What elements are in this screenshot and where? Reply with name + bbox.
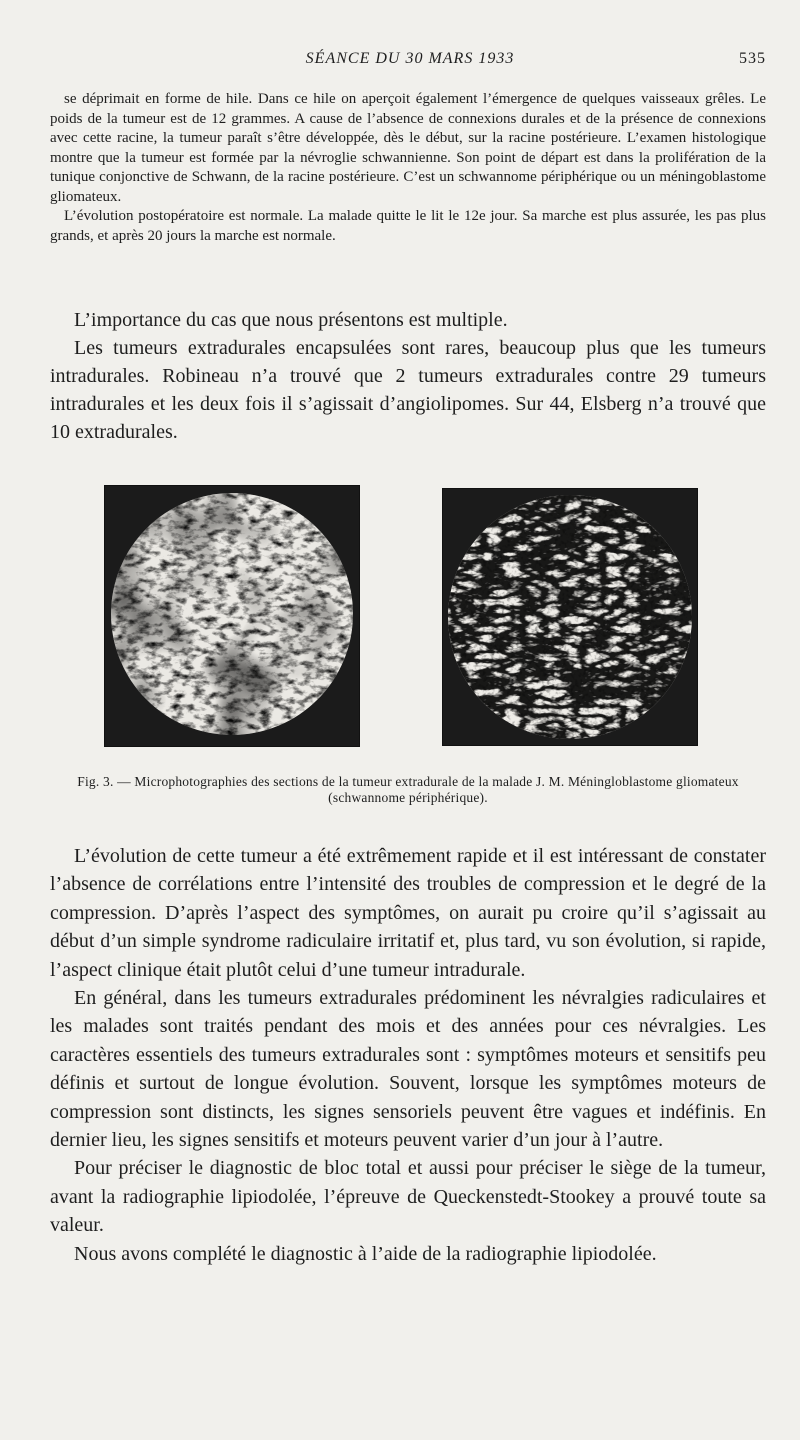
paragraph: L’évolution de cette tumeur a été extrêmement rapide et il est intéressant de constater l’absence de corrélations entre l’intensité des troubles de compression et le degré de la compression. D’après l’aspect des symptômes, on aurait pu croire qu’il s’agissait au début d’un simple syndrome radiculaire irritatif et, plus tard, vu son évolution, si rapide, l’aspect clinique était plutôt celui d’une tumeur intradurale. bbox=[50, 845, 766, 981]
micrograph-left bbox=[104, 485, 360, 747]
micrograph-right bbox=[442, 488, 698, 746]
paragraph: L’importance du cas que nous présentons est multiple. bbox=[74, 309, 508, 331]
figure-caption bbox=[50, 774, 766, 806]
paragraph: Pour préciser le diagnostic de bloc total et aussi pour préciser le siège de la tumeur, avant la radiographie lipiodolée, l’épreuve de Queckenstedt-Stookey a prouvé toute sa valeur. bbox=[50, 1157, 766, 1237]
caption-text: — Microphotographies des sections de la tumeur extradurale de la malade J. M. Méningloblastome gliomateux (schwannome périphérique). bbox=[113, 774, 739, 805]
figure-label: Fig. 3. bbox=[77, 774, 114, 789]
running-header bbox=[54, 50, 766, 74]
paragraph: Les tumeurs extradurales encapsulées sont rares, beaucoup plus que les tumeurs intradurales. Robineau n’a trouvé que 2 tumeurs extradurales contre 29 tumeurs intradurales et les deux fois il s’agissait d’angiolipomes. Sur 44, Elsberg n’a trouvé que 10 extradurales. bbox=[50, 337, 766, 443]
discussion-text-bottom bbox=[50, 842, 766, 1268]
figure-3 bbox=[0, 485, 800, 747]
paragraph: L’évolution postopératoire est normale. La malade quitte le lit le 12e jour. Sa marche est plus assurée, les pas plus grands, et après 20 jours la marche est normale. bbox=[50, 208, 766, 244]
paragraph: En général, dans les tumeurs extradurales prédominent les névralgies radiculaires et les malades sont traités pendant des mois et des années pour ces névralgies. Les caractères essentiels des tumeurs extradurales sont : symptômes moteurs et sensitifs peu définis et surtout de longue évolution. Souvent, lorsque les symptômes moteurs de compression sont distincts, les signes sensoriels peuvent être vagues et indéfinis. En dernier lieu, les signes sensitifs et moteurs peuvent varier d’un jour à l’autre. bbox=[50, 987, 766, 1152]
case-report-text bbox=[50, 90, 766, 246]
page-number: 535 bbox=[739, 50, 766, 67]
paragraph: Nous avons complété le diagnostic à l’aide de la radiographie lipiodolée. bbox=[74, 1242, 657, 1265]
paragraph: se déprimait en forme de hile. Dans ce hile on aperçoit également l’émergence de quelques vaisseaux grêles. Le poids de la tumeur est de 12 grammes. A cause de l’absence de connexions durales et de la présence de connexions avec cette racine, la tumeur paraît s’être développée, dès le début, sur la racine postérieure. L’examen histologique montre que la tumeur est formée par la névroglie schwannienne. Son point de départ est dans la prolifération de la tunique conjonctive de Schwann, de la racine postérieure. C’est un schwannome périphérique ou un méningoblastome gliomateux. bbox=[50, 91, 766, 205]
running-title: SÉANCE DU 30 MARS 1933 bbox=[305, 50, 515, 67]
discussion-text-top bbox=[50, 306, 766, 446]
